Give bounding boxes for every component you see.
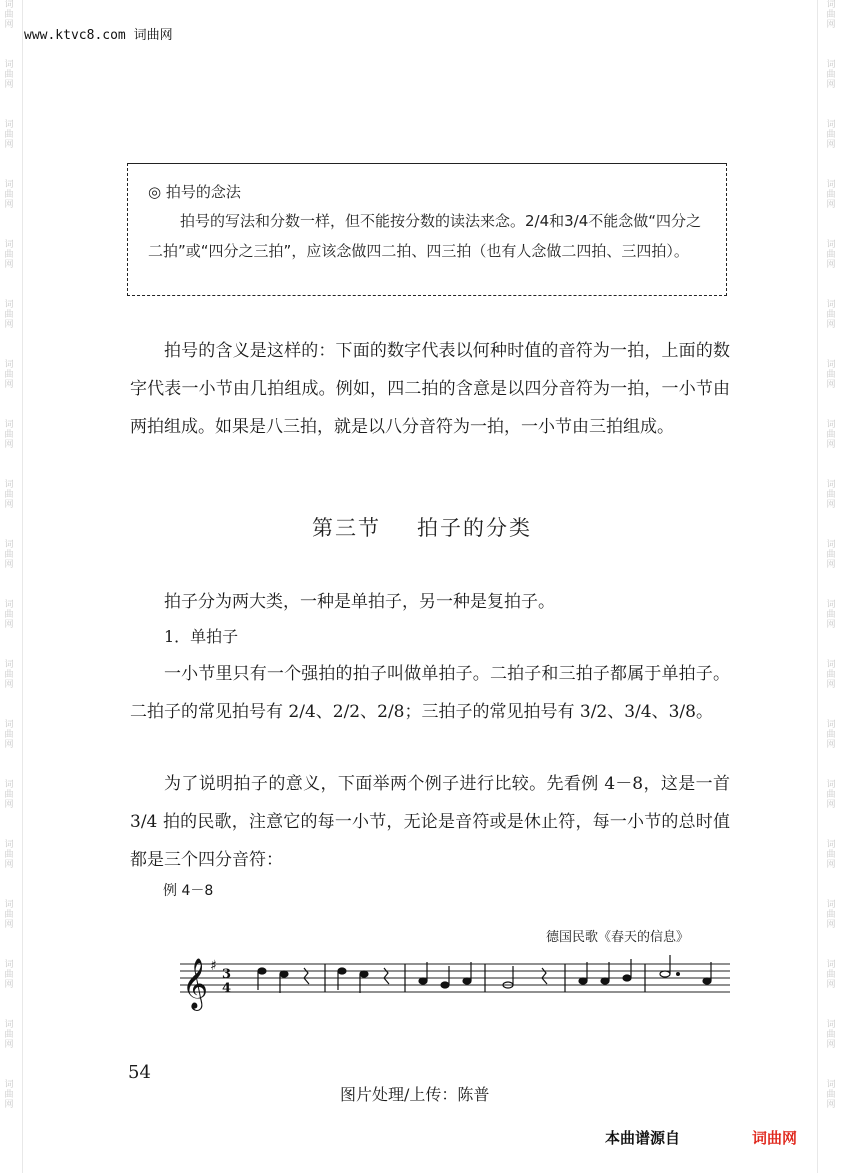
watermark-char: 曲 <box>826 970 836 980</box>
watermark-char: 词 <box>4 720 14 730</box>
watermark-char: 曲 <box>826 190 836 200</box>
watermark-group <box>826 600 835 630</box>
watermark-char: 词 <box>4 120 14 130</box>
watermark-char: 网 <box>826 500 836 510</box>
section-number: 第三节 <box>312 516 381 540</box>
source-site-link[interactable]: 词曲网 <box>752 1129 798 1147</box>
watermark-group <box>4 720 13 750</box>
site-url[interactable]: www.ktvc8.com 词曲网 <box>24 28 173 43</box>
watermark-group <box>4 1080 13 1110</box>
watermark-group <box>826 960 835 990</box>
watermark-char: 曲 <box>826 10 836 20</box>
watermark-char: 词 <box>826 900 836 910</box>
watermark-group <box>826 120 835 150</box>
watermark-char: 词 <box>826 780 836 790</box>
watermark-char: 词 <box>826 0 836 10</box>
watermark-char: 网 <box>4 20 14 30</box>
watermark-char: 网 <box>4 620 14 630</box>
watermark-char: 曲 <box>826 310 836 320</box>
watermark-char: 曲 <box>4 250 14 260</box>
watermark-group <box>4 180 13 210</box>
watermark-char: 词 <box>826 360 836 370</box>
watermark-char: 词 <box>4 900 14 910</box>
watermark-char: 曲 <box>4 490 14 500</box>
watermark-char: 网 <box>826 440 836 450</box>
watermark-group <box>4 960 13 990</box>
watermark-column-left <box>2 0 16 1173</box>
watermark-char: 曲 <box>826 250 836 260</box>
watermark-char: 网 <box>826 380 836 390</box>
watermark-char: 网 <box>826 260 836 270</box>
watermark-column-right <box>824 0 838 1173</box>
example-label: 例 4－8 <box>163 883 214 899</box>
watermark-char: 网 <box>4 1100 14 1110</box>
watermark-char: 网 <box>4 680 14 690</box>
watermark-char: 曲 <box>4 430 14 440</box>
watermark-char: 网 <box>826 560 836 570</box>
watermark-char: 曲 <box>4 310 14 320</box>
watermark-char: 词 <box>4 360 14 370</box>
page-number: 54 <box>128 1062 151 1083</box>
watermark-group <box>826 900 835 930</box>
watermark-char: 曲 <box>826 130 836 140</box>
watermark-char: 曲 <box>4 10 14 20</box>
watermark-char: 网 <box>826 1040 836 1050</box>
watermark-char: 网 <box>4 500 14 510</box>
section-name: 拍子的分类 <box>417 516 532 540</box>
watermark-char: 网 <box>826 740 836 750</box>
watermark-group <box>826 300 835 330</box>
watermark-group <box>4 480 13 510</box>
watermark-char: 曲 <box>826 1030 836 1040</box>
watermark-char: 曲 <box>4 850 14 860</box>
watermark-char: 网 <box>826 980 836 990</box>
watermark-char: 曲 <box>4 70 14 80</box>
watermark-char: 曲 <box>826 370 836 380</box>
time-signature-bottom: 4 <box>222 981 232 996</box>
watermark-group <box>826 360 835 390</box>
watermark-char: 曲 <box>826 490 836 500</box>
watermark-char: 网 <box>826 320 836 330</box>
watermark-group <box>826 720 835 750</box>
upload-credit: 图片处理/上传：陈普 <box>340 1085 490 1104</box>
watermark-char: 网 <box>4 560 14 570</box>
watermark-char: 词 <box>826 600 836 610</box>
watermark-group <box>4 840 13 870</box>
time-signature-top: 3 <box>222 967 232 982</box>
watermark-group <box>4 420 13 450</box>
paragraph-example-intro: 为了说明拍子的意义，下面举两个例子进行比较。先看例 4－8，这是一首 3/4 拍的民歌，注意它的每一小节，无论是音符或是休止符，每一小节的总时值都是三个四分音符： <box>130 774 730 870</box>
watermark-group <box>4 600 13 630</box>
watermark-char: 词 <box>4 1020 14 1030</box>
watermark-char: 曲 <box>4 370 14 380</box>
watermark-char: 网 <box>826 620 836 630</box>
watermark-char: 词 <box>4 0 14 10</box>
watermark-char: 词 <box>826 660 836 670</box>
watermark-char: 曲 <box>4 190 14 200</box>
watermark-char: 网 <box>4 140 14 150</box>
notes <box>258 955 711 993</box>
watermark-char: 网 <box>826 20 836 30</box>
watermark-group <box>4 900 13 930</box>
watermark-char: 网 <box>4 860 14 870</box>
watermark-char: 曲 <box>826 670 836 680</box>
watermark-group <box>826 420 835 450</box>
watermark-char: 词 <box>826 1080 836 1090</box>
watermark-char: 词 <box>4 300 14 310</box>
paragraph-time-signature-meaning: 拍号的含义是这样的：下面的数字代表以何种时值的音符为一拍，上面的数字代表一小节由几拍组成。例如，四二拍的含意是以四分音符为一拍，一小节由两拍组成。如果是八三拍，就是以八分音符为一拍，一小节由三拍组成。 <box>130 341 730 437</box>
watermark-group <box>826 1020 835 1050</box>
watermark-char: 网 <box>4 800 14 810</box>
watermark-char: 网 <box>4 80 14 90</box>
watermark-group <box>826 840 835 870</box>
watermark-char: 曲 <box>4 730 14 740</box>
watermark-char: 曲 <box>4 1030 14 1040</box>
watermark-char: 曲 <box>4 910 14 920</box>
watermark-char: 网 <box>4 740 14 750</box>
watermark-group <box>4 360 13 390</box>
watermark-char: 词 <box>826 720 836 730</box>
watermark-char: 词 <box>4 1080 14 1090</box>
watermark-char: 词 <box>4 60 14 70</box>
watermark-char: 词 <box>826 960 836 970</box>
watermark-char: 曲 <box>4 790 14 800</box>
watermark-char: 词 <box>4 600 14 610</box>
watermark-group <box>826 780 835 810</box>
watermark-char: 网 <box>4 1040 14 1050</box>
watermark-char: 曲 <box>826 550 836 560</box>
watermark-char: 网 <box>4 260 14 270</box>
song-source: 德国民歌《春天的信息》 <box>546 930 690 945</box>
watermark-char: 网 <box>4 440 14 450</box>
watermark-char: 网 <box>826 1100 836 1110</box>
watermark-group <box>826 540 835 570</box>
watermark-char: 词 <box>4 540 14 550</box>
page-border-right <box>817 0 818 1173</box>
watermark-char: 词 <box>826 120 836 130</box>
watermark-group <box>4 660 13 690</box>
watermark-char: 曲 <box>826 610 836 620</box>
watermark-group <box>826 1080 835 1110</box>
treble-clef-icon: 𝄞 <box>182 958 209 1009</box>
watermark-char: 曲 <box>826 1090 836 1100</box>
watermark-group <box>4 0 13 30</box>
watermark-char: 曲 <box>826 730 836 740</box>
watermark-char: 词 <box>826 180 836 190</box>
section-title <box>0 512 844 542</box>
watermark-char: 曲 <box>826 790 836 800</box>
watermark-group <box>826 0 835 30</box>
watermark-group <box>4 60 13 90</box>
watermark-group <box>826 180 835 210</box>
source-label: 本曲谱源自 <box>605 1129 681 1147</box>
watermark-char: 词 <box>4 960 14 970</box>
watermark-char: 网 <box>826 680 836 690</box>
watermark-char: 词 <box>826 840 836 850</box>
watermark-char: 网 <box>4 980 14 990</box>
subheading-simple-meter: 1．单拍子 <box>164 627 239 646</box>
note-title: ◎ 拍号的念法 <box>148 183 241 201</box>
watermark-char: 网 <box>4 380 14 390</box>
watermark-group <box>4 240 13 270</box>
watermark-char: 曲 <box>826 70 836 80</box>
watermark-char: 网 <box>826 800 836 810</box>
watermark-group <box>4 300 13 330</box>
watermark-char: 词 <box>826 60 836 70</box>
watermark-char: 词 <box>826 1020 836 1030</box>
watermark-char: 词 <box>826 300 836 310</box>
page-border-left <box>22 0 23 1173</box>
watermark-group <box>826 60 835 90</box>
watermark-char: 网 <box>826 80 836 90</box>
watermark-group <box>4 780 13 810</box>
watermark-char: 曲 <box>4 1090 14 1100</box>
watermark-char: 词 <box>4 180 14 190</box>
watermark-char: 词 <box>4 780 14 790</box>
watermark-char: 网 <box>826 140 836 150</box>
paragraph-meter-types: 拍子分为两大类，一种是单拍子，另一种是复拍子。 <box>164 592 555 612</box>
watermark-group <box>826 480 835 510</box>
watermark-char: 词 <box>4 660 14 670</box>
watermark-char: 曲 <box>4 670 14 680</box>
note-body: 拍号的写法和分数一样，但不能按分数的读法来念。2/4和3/4不能念做“四分之二拍”或“四分之三拍”，应该念做四二拍、四三拍（也有人念做二四拍、三四拍）。 <box>148 212 702 260</box>
paragraph-simple-meter: 一小节里只有一个强拍的拍子叫做单拍子。二拍子和三拍子都属于单拍子。二拍子的常见拍号有 2/4、2/2、2/8；三拍子的常见拍号有 3/2、3/4、3/8。 <box>130 664 730 722</box>
watermark-char: 网 <box>826 920 836 930</box>
watermark-char: 曲 <box>4 970 14 980</box>
watermark-group <box>4 120 13 150</box>
watermark-char: 词 <box>4 240 14 250</box>
watermark-char: 曲 <box>4 610 14 620</box>
watermark-char: 网 <box>4 200 14 210</box>
watermark-char: 曲 <box>826 430 836 440</box>
music-staff <box>180 946 730 1016</box>
watermark-char: 曲 <box>4 130 14 140</box>
watermark-char: 曲 <box>826 850 836 860</box>
watermark-char: 曲 <box>4 550 14 560</box>
key-signature: ♯ <box>210 958 217 974</box>
watermark-char: 网 <box>826 860 836 870</box>
note-box <box>127 163 727 296</box>
watermark-char: 词 <box>4 840 14 850</box>
watermark-group <box>826 660 835 690</box>
watermark-char: 词 <box>826 480 836 490</box>
watermark-char: 词 <box>826 240 836 250</box>
watermark-char: 词 <box>826 420 836 430</box>
watermark-group <box>826 240 835 270</box>
watermark-group <box>4 540 13 570</box>
watermark-char: 词 <box>4 480 14 490</box>
watermark-char: 曲 <box>826 910 836 920</box>
watermark-char: 网 <box>4 320 14 330</box>
watermark-char: 词 <box>4 420 14 430</box>
watermark-group <box>4 1020 13 1050</box>
watermark-char: 网 <box>826 200 836 210</box>
watermark-char: 词 <box>826 540 836 550</box>
watermark-char: 网 <box>4 920 14 930</box>
